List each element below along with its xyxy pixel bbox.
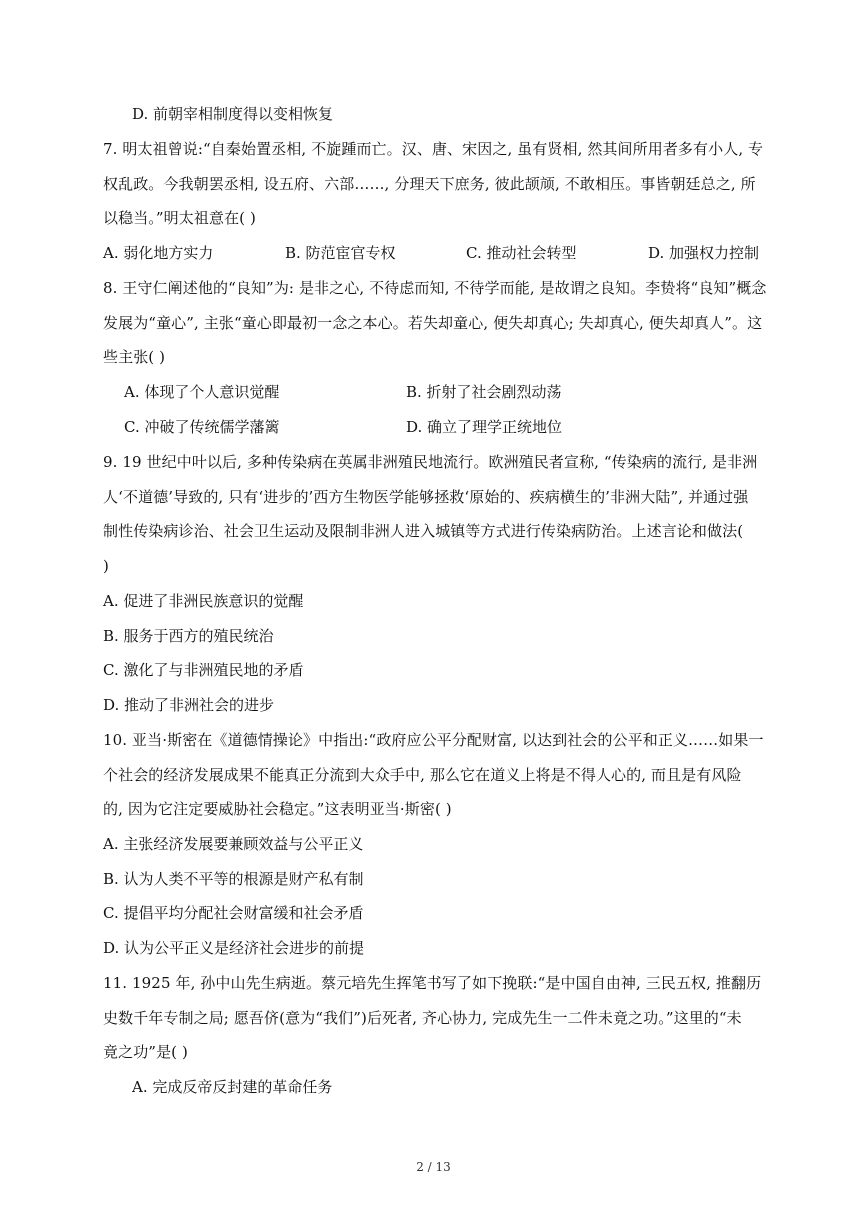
q10-stem-line-3: 的, 因为它注定要威胁社会稳定。”这表明亚当·斯密( ) — [103, 800, 452, 818]
q8-option-b: B. 折射了社会剧烈动荡 — [406, 383, 562, 401]
q8-option-c: C. 冲破了传统儒学藩篱 — [124, 418, 280, 436]
q11-stem-line-3: 竟之功”是( ) — [103, 1043, 188, 1061]
q11-stem-line-1: 11. 1925 年, 孙中山先生病逝。蔡元培先生挥笔书写了如下挽联:“是中国自由神, 三民五权, 推翻历 — [103, 974, 762, 992]
q10-option-b: B. 认为人类不平等的根源是财产私有制 — [103, 870, 364, 888]
q9-option-a: A. 促进了非洲民族意识的觉醒 — [103, 592, 304, 610]
q9-option-c: C. 激化了与非洲殖民地的矛盾 — [103, 661, 304, 679]
q8-stem-line-3: 些主张( ) — [103, 348, 166, 366]
q10-stem-line-2: 个社会的经济发展成果不能真正分流到大众手中, 那么它在道义上将是不得人心的, 而且是有风险 — [103, 766, 742, 784]
q9-option-b: B. 服务于西方的殖民统治 — [103, 627, 274, 645]
q8-option-a: A. 体现了个人意识觉醒 — [124, 383, 280, 401]
q7-stem-line-3: 以稳当。”明太祖意在( ) — [103, 209, 256, 227]
q7-option-a: A. 弱化地方实力 — [103, 244, 214, 262]
q9-option-d: D. 推动了非洲社会的进步 — [103, 696, 275, 714]
q7-option-d: D. 加强权力控制 — [648, 244, 760, 262]
q8-stem-line-2: 发展为“童心”, 主张“童心即最初一念之本心。若失却童心, 便失却真心; 失却真心, 便失却真人”。这 — [103, 314, 763, 332]
q10-stem-line-1: 10. 亚当·斯密在《道德情操论》中指出:“政府应公平分配财富, 以达到社会的公平和正义……如果一 — [103, 731, 764, 749]
q9-stem-line-3: 制性传染病诊治、社会卫生运动及限制非洲人进入城镇等方式进行传染病防治。上述言论和做法( — [103, 522, 744, 540]
q10-option-c: C. 提倡平均分配社会财富缓和社会矛盾 — [103, 904, 364, 922]
q8-option-d: D. 确立了理学正统地位 — [406, 418, 563, 436]
q7-option-c: C. 推动社会转型 — [466, 244, 577, 262]
q10-option-a: A. 主张经济发展要兼顾效益与公平正义 — [103, 835, 364, 853]
q8-stem-line-1: 8. 王守仁阐述他的“良知”为: 是非之心, 不待虑而知, 不待学而能, 是故谓之良知。李贽将“良知”概念 — [103, 279, 767, 297]
q7-option-b: B. 防范宦官专权 — [285, 244, 396, 262]
q9-stem-line-2: 人‘不道德’导致的, 只有‘进步的’西方生物医学能够拯救‘原始的、疾病横生的’非洲大陆”, 并通过强 — [103, 488, 749, 506]
q10-option-d: D. 认为公平正义是经济社会进步的前提 — [103, 939, 365, 957]
q7-stem-line-1: 7. 明太祖曾说:“自秦始置丞相, 不旋踵而亡。汉、唐、宋因之, 虽有贤相, 然其间所用者多有小人, 专 — [103, 140, 764, 158]
q6-option-d: D. 前朝宰相制度得以变相恢复 — [132, 105, 334, 123]
q9-stem-line-4: ) — [103, 557, 109, 575]
q11-option-a: A. 完成反帝反封建的革命任务 — [132, 1078, 333, 1096]
q11-stem-line-2: 史数千年专制之局; 愿吾侪(意为“我们”)后死者, 齐心协力, 完成先生一二件未竟之功。”这里的“未 — [103, 1009, 742, 1027]
page-number: 2 / 13 — [416, 1160, 451, 1174]
q7-stem-line-2: 权乱政。今我朝罢丞相, 设五府、六部……, 分理天下庶务, 彼此颉颃, 不敢相压。事皆朝廷总之, 所 — [103, 175, 756, 193]
q9-stem-line-1: 9. 19 世纪中叶以后, 多种传染病在英属非洲殖民地流行。欧洲殖民者宣称, “传染病的流行, 是非洲 — [103, 453, 758, 471]
